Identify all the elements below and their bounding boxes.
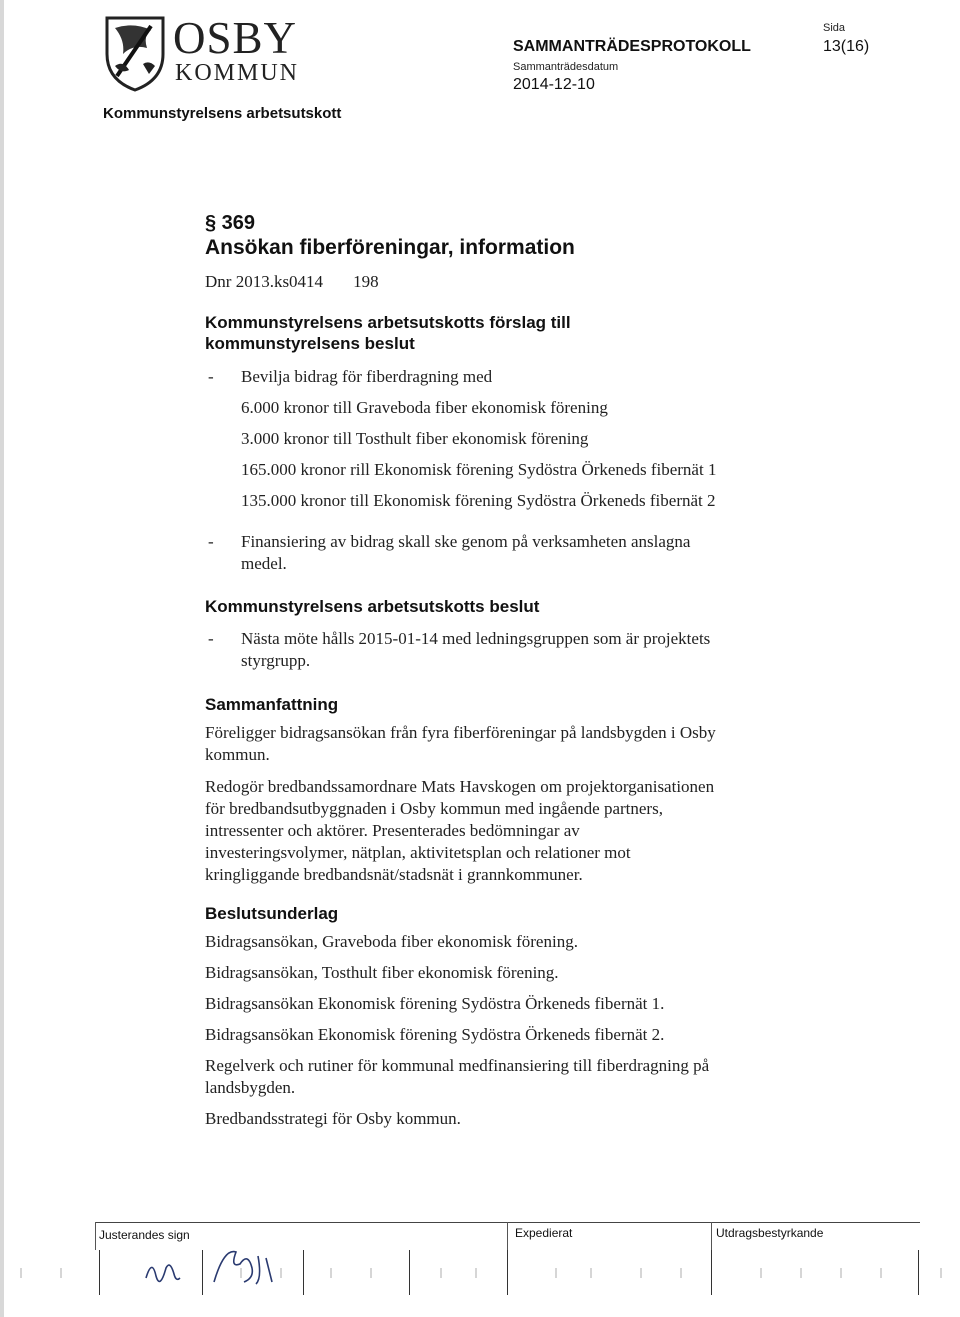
basis-item: Bidragsansökan, Tosthult fiber ekonomisk förening. xyxy=(205,963,559,982)
page-edge xyxy=(0,0,4,1317)
basis-item: Bidragsansökan, Graveboda fiber ekonomisk förening. xyxy=(205,932,578,951)
proposal-financing-line2: medel. xyxy=(241,554,287,573)
dnr-number: 198 xyxy=(353,272,379,291)
basis-item: Bidragsansökan Ekonomisk förening Sydöstra Örkeneds fibernät 1. xyxy=(205,994,665,1013)
bullet-dash: - xyxy=(208,367,214,386)
proposal-item: 6.000 kronor till Graveboda fiber ekonomisk förening xyxy=(241,398,608,417)
basis-item: Regelverk och rutiner för kommunal medfinansiering till fiberdragning på xyxy=(205,1056,710,1075)
utdrag-label: Utdragsbestyrkande xyxy=(716,1226,824,1240)
expedierat-label: Expedierat xyxy=(515,1226,573,1240)
proposal-item: Bevilja bidrag för fiberdragning med xyxy=(241,367,493,386)
decision-heading: Kommunstyrelsens arbetsutskotts beslut xyxy=(205,597,540,616)
coat-of-arms-icon xyxy=(103,14,167,92)
dnr-label: Dnr 2013.ks0414 xyxy=(205,272,324,291)
basis-item: Bidragsansökan Ekonomisk förening Sydöstra Örkeneds fibernät 2. xyxy=(205,1025,665,1044)
footer-divider xyxy=(711,1222,712,1250)
basis-item: landsbygden. xyxy=(205,1078,296,1097)
footer-divider xyxy=(507,1222,508,1250)
summary-p2-line: Redogör bredbandssamordnare Mats Havskogen om projektorganisationen xyxy=(205,777,715,796)
basis-item: Bredbandsstrategi för Osby kommun. xyxy=(205,1109,461,1128)
summary-p2-line: kringliggande bredbandsnät/stadsnät i grannkommuner. xyxy=(205,865,583,884)
proposal-heading-line2: kommunstyrelsens beslut xyxy=(205,334,415,353)
decision-line2: styrgrupp. xyxy=(241,651,311,670)
proposal-item: 135.000 kronor till Ekonomisk förening Sydöstra Örkeneds fibernät 2 xyxy=(241,491,716,510)
summary-p1-line1: Föreligger bidragsansökan från fyra fiberföreningar på landsbygden i Osby xyxy=(205,723,716,742)
dnr xyxy=(205,272,379,292)
protocol-title: SAMMANTRÄDESPROTOKOLL xyxy=(513,38,751,55)
section-number: § 369 xyxy=(205,212,256,234)
proposal-item: 165.000 kronor rill Ekonomisk förening Sydöstra Örkeneds fibernät 1 xyxy=(241,460,717,479)
committee-name: Kommunstyrelsens arbetsutskott xyxy=(103,105,342,122)
section-title: Ansökan fiberföreningar, information xyxy=(205,236,575,259)
bullet-dash: - xyxy=(208,629,214,648)
bullet-dash: - xyxy=(208,532,214,551)
summary-p2-line: investeringsvolymer, nätplan, aktivitetsplan och relationer mot xyxy=(205,843,631,862)
page-number: 13(16) xyxy=(823,38,870,55)
date-label: Sammanträdesdatum xyxy=(513,61,619,73)
proposal-item: 3.000 kronor till Tosthult fiber ekonomisk förening xyxy=(241,429,589,448)
basis-heading: Beslutsunderlag xyxy=(205,904,339,923)
date-value: 2014-12-10 xyxy=(513,76,595,93)
summary-p2-line: för bredbandsutbyggnaden i Osby kommun med ingående partners, xyxy=(205,799,663,818)
summary-p1-line2: kommun. xyxy=(205,745,270,764)
footer-scan-marks xyxy=(0,1262,960,1302)
proposal-financing-line1: Finansiering av bidrag skall ske genom på verksamheten anslagna xyxy=(241,532,691,551)
sign-label: Justerandes sign xyxy=(99,1228,190,1242)
proposal-heading-line1: Kommunstyrelsens arbetsutskotts förslag till xyxy=(205,313,571,332)
summary-heading: Sammanfattning xyxy=(205,695,339,714)
org-subtitle: KOMMUN xyxy=(175,60,300,86)
page-label: Sida xyxy=(823,22,846,34)
decision-line1: Nästa möte hålls 2015-01-14 med ledningsgruppen som är projektets xyxy=(241,629,711,648)
footer-divider xyxy=(95,1222,96,1250)
org-name: OSBY xyxy=(173,13,298,63)
summary-p2-line: intressenter och aktörer. Presenterades bedömningar av xyxy=(205,821,580,840)
